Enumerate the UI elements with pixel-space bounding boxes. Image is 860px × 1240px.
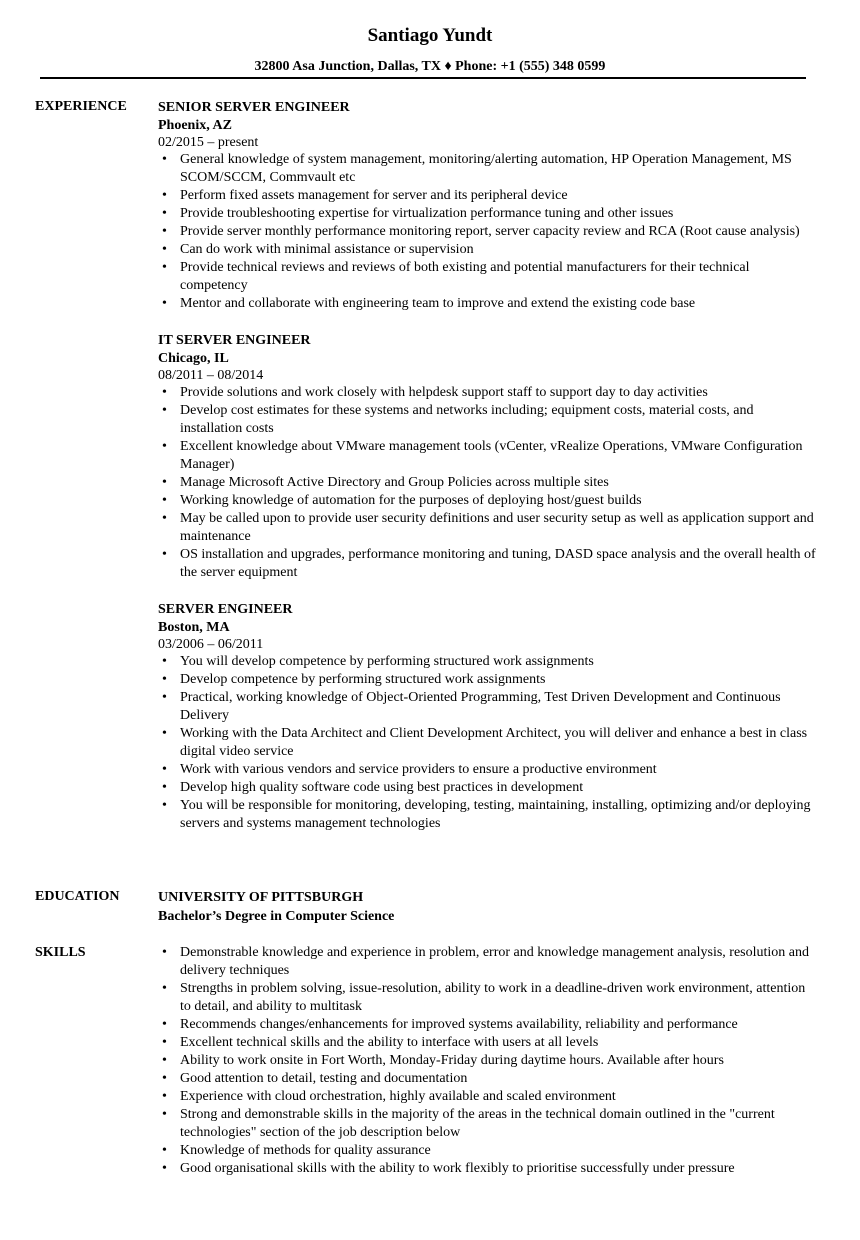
job-entry: [158, 600, 818, 833]
job-dates: 03/2006 – 06/2011: [158, 637, 264, 652]
job-bullet: • Can do work with minimal assistance or supervision: [158, 241, 818, 259]
job-bullet: • Perform fixed assets management for server and its peripheral device: [158, 187, 818, 205]
job-bullets: [158, 151, 818, 313]
skill-item: • Strong and demonstrable skills in the majority of the areas in the technical domain outlined in the "current technologies" section of the job description below: [158, 1106, 818, 1142]
job-bullet: • Work with various vendors and service providers to ensure a productive environment: [158, 761, 818, 779]
job-bullet: • Working knowledge of automation for the purposes of deploying host/guest builds: [158, 492, 818, 510]
job-bullets: [158, 653, 818, 833]
job-location: Chicago, IL: [158, 351, 229, 366]
skill-item: • Excellent technical skills and the ability to interface with users at all levels: [158, 1034, 818, 1052]
section-label-experience: EXPERIENCE: [35, 99, 127, 114]
skill-item: • Good attention to detail, testing and documentation: [158, 1070, 818, 1088]
skill-item: • Demonstrable knowledge and experience in problem, error and knowledge management analysis, resolution and delivery techniques: [158, 944, 818, 980]
skills-list: [158, 944, 818, 1178]
job-bullet: • You will be responsible for monitoring, developing, testing, maintaining, installing, optimizing and/or deploying servers and systems management technologies: [158, 797, 818, 833]
contact-line: 32800 Asa Junction, Dallas, TX ♦ Phone: +1 (555) 348 0599: [254, 59, 606, 74]
section-label-education: EDUCATION: [35, 889, 120, 904]
job-bullet: • Provide server monthly performance monitoring report, server capacity review and RCA (Root cause analysis): [158, 223, 818, 241]
job-bullet: • General knowledge of system management, monitoring/alerting automation, HP Operation Management, MS SCOM/SCCM, Commvault etc: [158, 151, 818, 187]
education-degree: Bachelor’s Degree in Computer Science: [158, 909, 395, 924]
job-entry: [158, 98, 818, 313]
job-bullet: • You will develop competence by performing structured work assignments: [158, 653, 818, 671]
job-location: Boston, MA: [158, 620, 230, 635]
skill-item: • Strengths in problem solving, issue-resolution, ability to work in a deadline-driven work environment, attention to detail, and ability to multitask: [158, 980, 818, 1016]
resume-header: [0, 24, 860, 76]
skill-item: • Ability to work onsite in Fort Worth, Monday-Friday during daytime hours. Available after hours: [158, 1052, 818, 1070]
header-divider: [40, 77, 806, 79]
skill-item: • Recommends changes/enhancements for improved systems availability, reliability and performance: [158, 1016, 818, 1034]
job-bullet: • Manage Microsoft Active Directory and Group Policies across multiple sites: [158, 474, 818, 492]
section-label-skills: SKILLS: [35, 945, 86, 960]
job-bullet: • Working with the Data Architect and Client Development Architect, you will deliver and enhance a best in class digital video service: [158, 725, 818, 761]
job-bullet: • Develop high quality software code using best practices in development: [158, 779, 818, 797]
job-bullet: • Develop competence by performing structured work assignments: [158, 671, 818, 689]
job-bullet: • Provide technical reviews and reviews of both existing and potential manufacturers for their technical competency: [158, 259, 818, 295]
experience-body: [158, 98, 818, 851]
job-bullet: • Develop cost estimates for these systems and networks including; equipment costs, material costs, and installation costs: [158, 402, 818, 438]
job-entry: [158, 331, 818, 582]
skill-item: • Knowledge of methods for quality assurance: [158, 1142, 818, 1160]
job-bullet: • OS installation and upgrades, performance monitoring and tuning, DASD space analysis and the overall health of the server equipment: [158, 546, 818, 582]
education-body: [158, 888, 818, 926]
job-bullet: • Provide solutions and work closely with helpdesk support staff to support day to day activities: [158, 384, 818, 402]
job-dates: 02/2015 – present: [158, 135, 259, 150]
job-title: SERVER ENGINEER: [158, 602, 293, 617]
job-bullets: [158, 384, 818, 582]
job-dates: 08/2011 – 08/2014: [158, 368, 264, 383]
job-bullet: • Provide troubleshooting expertise for virtualization performance tuning and other issues: [158, 205, 818, 223]
job-bullet: • Practical, working knowledge of Object-Oriented Programming, Test Driven Development and Continuous Delivery: [158, 689, 818, 725]
skills-body: [158, 944, 818, 1178]
job-bullet: • May be called upon to provide user security definitions and user security setup as well as application support and maintenance: [158, 510, 818, 546]
job-title: SENIOR SERVER ENGINEER: [158, 100, 350, 115]
education-school: UNIVERSITY OF PITTSBURGH: [158, 890, 364, 905]
skill-item: • Experience with cloud orchestration, highly available and scaled environment: [158, 1088, 818, 1106]
skill-item: • Good organisational skills with the ability to work flexibly to prioritise successfully under pressure: [158, 1160, 818, 1178]
job-location: Phoenix, AZ: [158, 118, 232, 133]
job-bullet: • Mentor and collaborate with engineering team to improve and extend the existing code base: [158, 295, 818, 313]
candidate-name: Santiago Yundt: [367, 25, 493, 46]
job-title: IT SERVER ENGINEER: [158, 333, 311, 348]
job-bullet: • Excellent knowledge about VMware management tools (vCenter, vRealize Operations, VMware Configuration Manager): [158, 438, 818, 474]
